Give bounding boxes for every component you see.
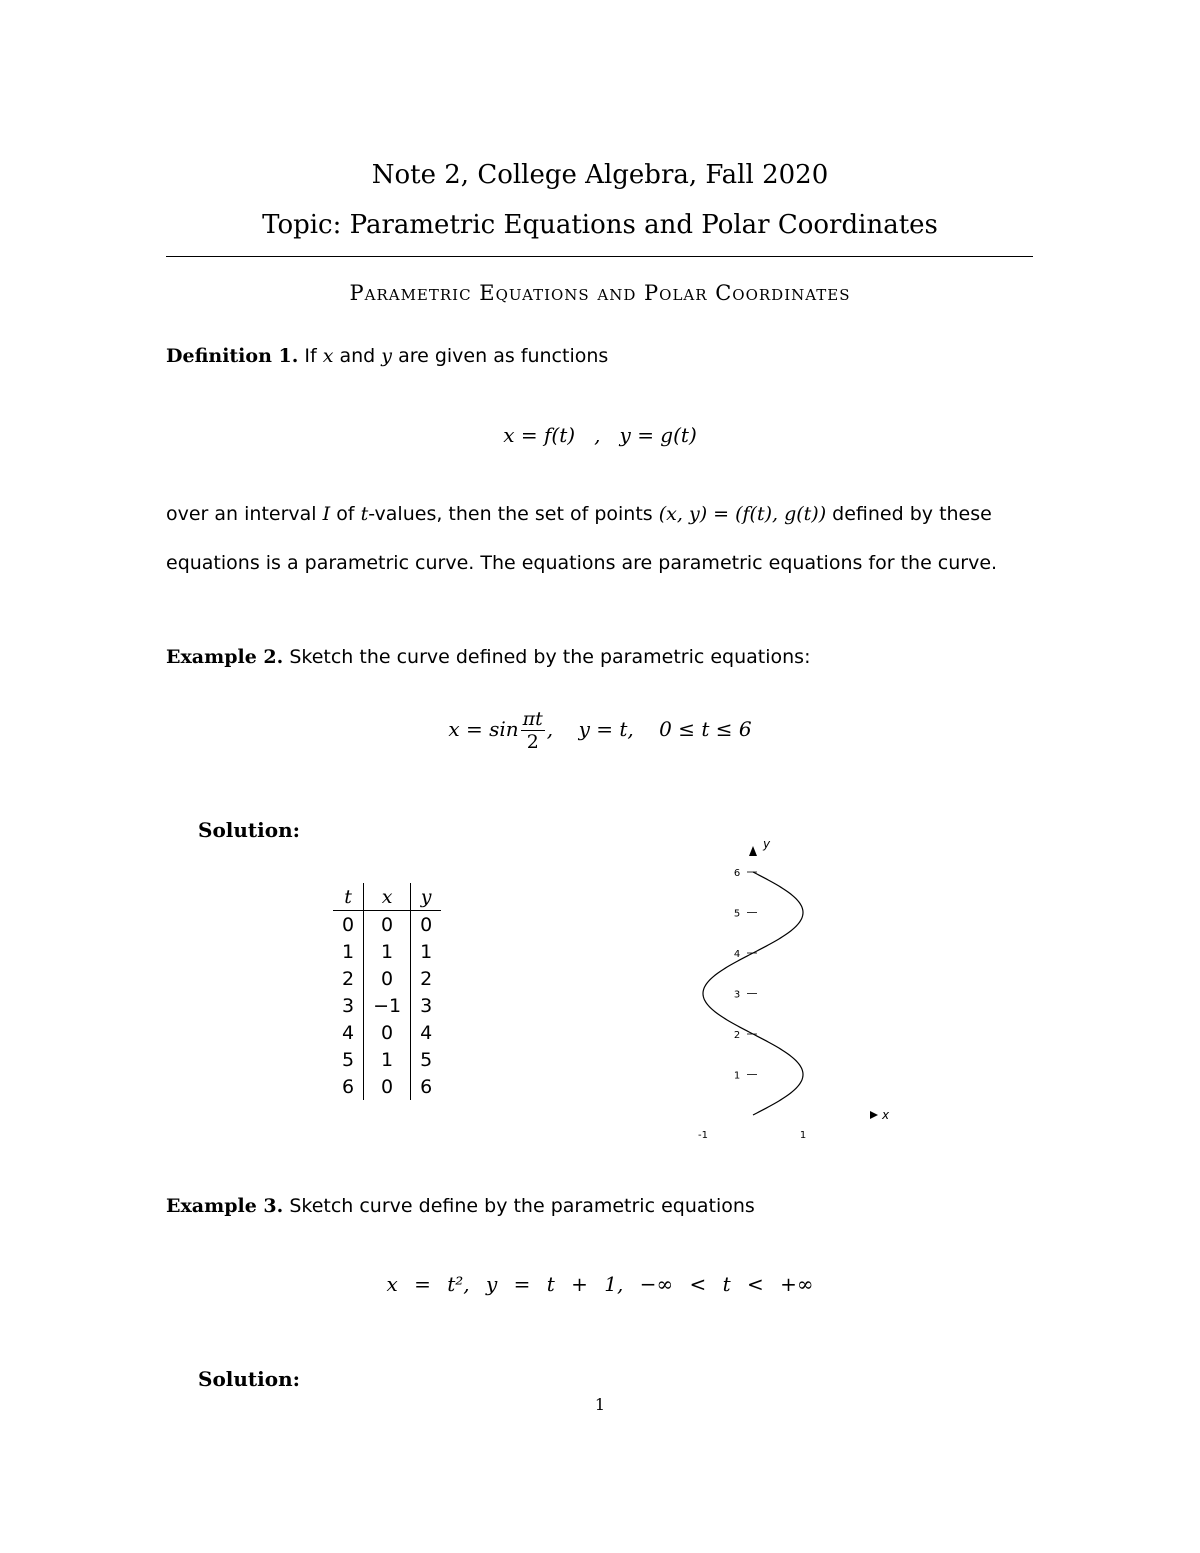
y-axis-arrow xyxy=(749,846,757,856)
definition-body-line2: equations is a parametric curve. The equations are parametric equations for the curve. xyxy=(166,552,998,574)
x-axis-arrow xyxy=(870,1111,878,1119)
example2-label: Example 2. xyxy=(166,646,284,668)
points-expression: (x, y) = (f(t), g(t)) xyxy=(658,503,827,525)
table-header-y: y xyxy=(411,883,442,911)
y-axis-label: y xyxy=(763,837,771,851)
fraction: $\frac{\pi t}{2}$ xyxy=(522,708,543,753)
topic-title: Topic: Parametric Equations and Polar Coordinates xyxy=(262,210,938,240)
section-heading: Parametric Equations and Polar Coordinates xyxy=(349,281,851,305)
page-title: Note 2, College Algebra, Fall 2020 xyxy=(371,160,829,190)
example3-solution-label: Solution: xyxy=(198,1367,301,1391)
table-row: 4 0 4 xyxy=(333,1019,441,1046)
x-axis-label: x xyxy=(882,1108,890,1122)
example3-statement: Example 3. Sketch curve define by the parametric equations xyxy=(166,1195,755,1217)
y-tick-label: 5 xyxy=(733,908,741,920)
table-row: 0 0 0 xyxy=(333,911,441,939)
example2-statement: Example 2. Sketch the curve defined by the parametric equations: xyxy=(166,646,811,668)
y-tick-label: 3 xyxy=(733,989,741,1001)
y-tick-label: 1 xyxy=(733,1070,741,1082)
x-tick-label: 1 xyxy=(799,1130,807,1141)
definition-body-line1: over an interval I of t-values, then the set of points (x, y) = (f(t), g(t)) defined by these xyxy=(166,503,992,525)
example3-label: Example 3. xyxy=(166,1195,284,1217)
example2-solution-label: Solution: xyxy=(198,818,301,842)
table-row: 1 1 1 xyxy=(333,938,441,965)
y-tick-label: 6 xyxy=(733,868,741,879)
example3-equation: x = t², y = t + 1, −∞ < t < +∞ xyxy=(386,1272,814,1296)
table-header-t: t xyxy=(333,883,364,911)
table-row: 3 −1 3 xyxy=(333,992,441,1019)
definition-intro: Definition 1. If x and y are given as functions xyxy=(166,345,609,367)
table-header-x: x xyxy=(364,883,411,911)
table-row: 5 1 5 xyxy=(333,1046,441,1073)
definition-label: Definition 1. xyxy=(166,345,299,367)
table-row: 2 0 2 xyxy=(333,965,441,992)
table-row: 6 0 6 xyxy=(333,1073,441,1100)
y-tick-label: 2 xyxy=(733,1030,741,1041)
page-number: 1 xyxy=(594,1395,606,1414)
definition-equation: x = f(t) , y = g(t) xyxy=(503,423,697,447)
example2-equation: x = sin $\frac{\pi t}{2}$ , y = t, 0 ≤ t ≤ 6 xyxy=(448,708,752,753)
x-tick-label: -1 xyxy=(698,1130,708,1141)
y-tick-label: 4 xyxy=(733,949,741,960)
